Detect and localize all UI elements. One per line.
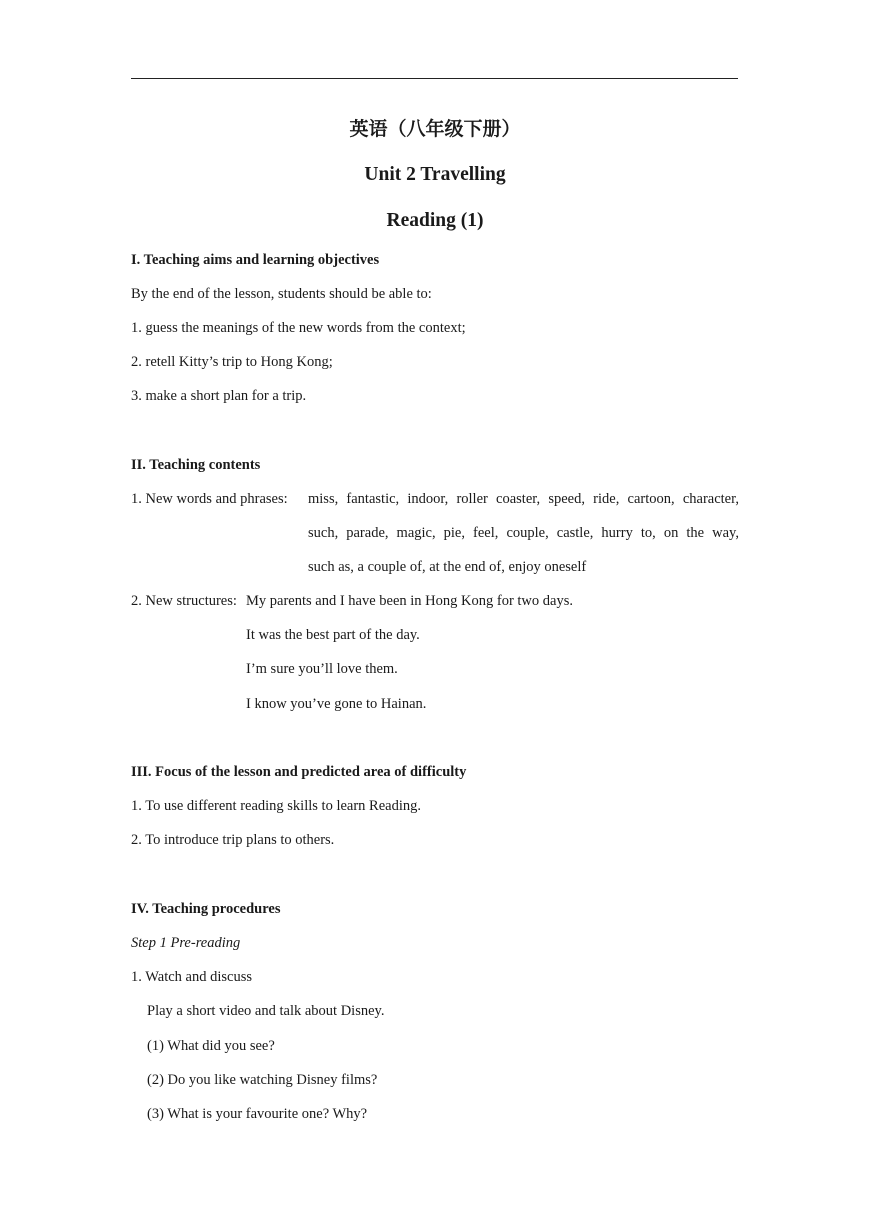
words-line: miss, fantastic, indoor, roller coaster, speed, ride, cartoon, character,: [308, 491, 739, 507]
step-title: Step 1 Pre-reading: [131, 935, 241, 951]
aims-item: 3. make a short plan for a trip.: [131, 388, 307, 404]
words-line: such, parade, magic, pie, feel, couple, castle, hurry to, on the way,: [308, 525, 739, 541]
section-heading-contents: II. Teaching contents: [131, 457, 261, 473]
section-heading-focus: III. Focus of the lesson and predicted area of difficulty: [131, 764, 467, 780]
structure-sentence: I know you’ve gone to Hainan.: [246, 696, 427, 712]
document-title: 英语（八年级下册）: [349, 119, 521, 140]
unit-title: Unit 2 Travelling: [364, 164, 506, 185]
structures-label: 2. New structures:: [131, 593, 237, 609]
aims-intro: By the end of the lesson, students should be able to:: [131, 286, 432, 302]
section-heading-procedures: IV. Teaching procedures: [131, 901, 281, 917]
discussion-question: (2) Do you like watching Disney films?: [147, 1072, 378, 1088]
structure-sentence: My parents and I have been in Hong Kong for two days.: [246, 593, 573, 609]
lesson-title: Reading (1): [386, 210, 484, 231]
structure-sentence: I’m sure you’ll love them.: [246, 661, 398, 677]
focus-item: 2. To introduce trip plans to others.: [131, 832, 335, 848]
section-heading-aims: I. Teaching aims and learning objectives: [131, 252, 380, 268]
header-rule: [131, 78, 738, 79]
focus-item: 1. To use different reading skills to learn Reading.: [131, 798, 421, 814]
discussion-question: (1) What did you see?: [147, 1038, 275, 1054]
activity-title: 1. Watch and discuss: [131, 969, 252, 985]
activity-instruction: Play a short video and talk about Disney.: [147, 1003, 385, 1019]
words-line: such as, a couple of, at the end of, enjoy oneself: [308, 559, 587, 575]
structure-sentence: It was the best part of the day.: [246, 627, 420, 643]
discussion-question: (3) What is your favourite one? Why?: [147, 1106, 368, 1122]
aims-item: 1. guess the meanings of the new words from the context;: [131, 320, 466, 336]
words-label: 1. New words and phrases:: [131, 491, 288, 507]
aims-item: 2. retell Kitty’s trip to Hong Kong;: [131, 354, 333, 370]
